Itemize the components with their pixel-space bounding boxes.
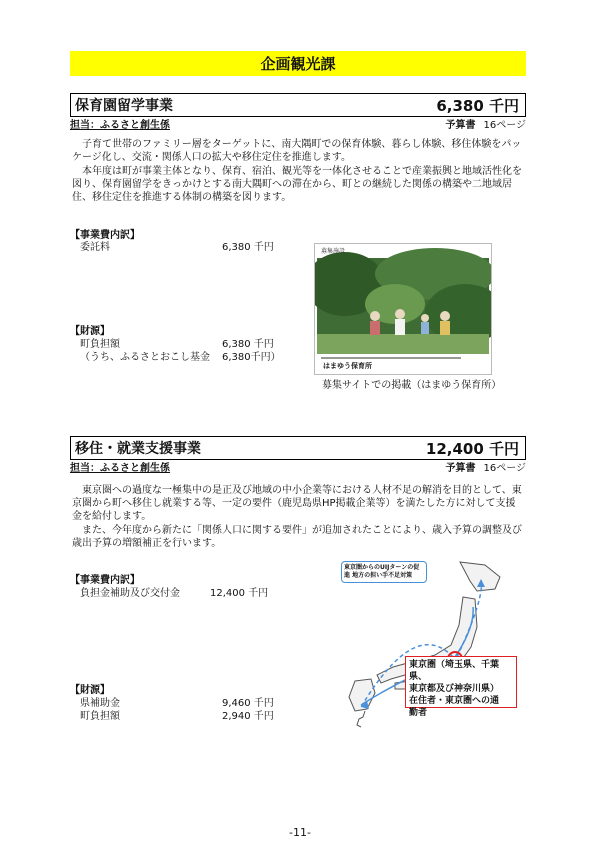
project-1-title-bar (70, 93, 526, 117)
budget-label: 予算書 (445, 463, 476, 474)
project-2-title-bar (70, 436, 526, 460)
cost-item-value: 6,380 千円 (222, 242, 274, 253)
japan-map (335, 557, 515, 737)
funding-item-name: （うち、ふるさとおこし基金 (80, 352, 210, 363)
photo-caption: 募集サイトでの掲載（はまゆう保育所） (322, 380, 502, 391)
project-2-cost-item (80, 584, 268, 599)
budget-page: 16ページ (483, 120, 526, 131)
cost-item-name: 負担金補助及び交付金 (80, 588, 180, 599)
project-1-in-charge: 担当：ふるさと創生係 (70, 120, 170, 131)
nursery-photo-image (315, 244, 491, 374)
project-1-amount: 6,380 千円 (436, 96, 519, 115)
project-2-name: 移住・就業支援事業 (75, 441, 201, 457)
project-1-funding-label: 【財源】 (70, 326, 110, 337)
page-number: -11- (289, 826, 311, 839)
cost-item-name: 委託料 (80, 242, 110, 253)
project-2-in-charge: 担当：ふるさと創生係 (70, 463, 170, 474)
project-1-name: 保育園留学事業 (75, 98, 173, 114)
funding-item-value: 6,380千円） (222, 352, 281, 363)
funding-item-name: 県補助金 (80, 698, 120, 709)
project-1-funding-item (80, 348, 281, 363)
funding-item-value: 9,460 千円 (222, 698, 274, 709)
funding-item-name: 町負担額 (80, 711, 120, 722)
map-tokyo-box (405, 656, 517, 718)
project-1-subline (70, 117, 526, 131)
department-title: 企画観光課 (260, 55, 336, 73)
funding-item-name: 町負担額 (80, 339, 120, 350)
project-2-amount: 12,400 千円 (425, 439, 519, 458)
project-2-funding-item (80, 707, 274, 722)
project-1-paragraph-1: 子育て世帯のファミリー層をターゲットに、南大隅町での保育体験、暮らし体験、移住体験をパッケージ化し、交流・関係人口の拡大や移住定住を推進します。 (72, 139, 522, 163)
project-2-subline (70, 460, 526, 474)
project-2-paragraph-1: 東京圏への過度な一極集中の是正及び地域の中小企業等における人材不足の解消を目的として、東京圏から町へ移住し就業する等、一定の要件（鹿児島県HP掲載企業等）を満たした方に対して支援金を給付します。 (72, 485, 522, 522)
map-tokyo-line: 東京圏（埼玉県、千葉県、 (409, 660, 500, 682)
department-banner (70, 51, 526, 76)
budget-label: 予算書 (445, 120, 476, 131)
nursery-photo (314, 243, 492, 375)
map-top-label: 東京圏からのUIJターンの促進 地方の担い手不足対策 (341, 561, 427, 583)
funding-item-value: 6,380 千円 (222, 339, 274, 350)
project-1-paragraph-2: 本年度は町が事業主体となり、保育、宿泊、観光等を一体化させることで産業振興と地域活性化を図り、保育園留学をきっかけとする南大隅町への滞在から、町との継続した関係の構築や二地域居住、移住定住を推進する体制の構築を図ります。 (72, 166, 522, 203)
map-tokyo-line: 東京都及び神奈川県） (409, 684, 500, 694)
map-tokyo-line: 勤者 (409, 708, 428, 718)
map-tokyo-line: 在住者・東京圏への通 (409, 696, 500, 706)
cost-item-value: 12,400 千円 (210, 588, 269, 599)
photo-header: 募集施設 (321, 248, 346, 255)
project-2-funding-label: 【財源】 (70, 685, 110, 696)
project-2-cost-label: 【事業費内訳】 (70, 575, 140, 586)
project-1-cost-item (80, 238, 274, 253)
project-1-budget-ref (445, 116, 526, 131)
project-2-paragraph-2: また、今年度から新たに「関係人口に関する要件」が追加されたことにより、歳入予算の調整及び歳出予算の増額補正を行います。 (72, 525, 522, 549)
funding-item-value: 2,940 千円 (222, 711, 274, 722)
project-2-budget-ref (445, 459, 526, 474)
photo-text: はまゆう保育所 (323, 362, 372, 370)
budget-page: 16ページ (483, 463, 526, 474)
project-1-cost-label: 【事業費内訳】 (70, 230, 140, 241)
